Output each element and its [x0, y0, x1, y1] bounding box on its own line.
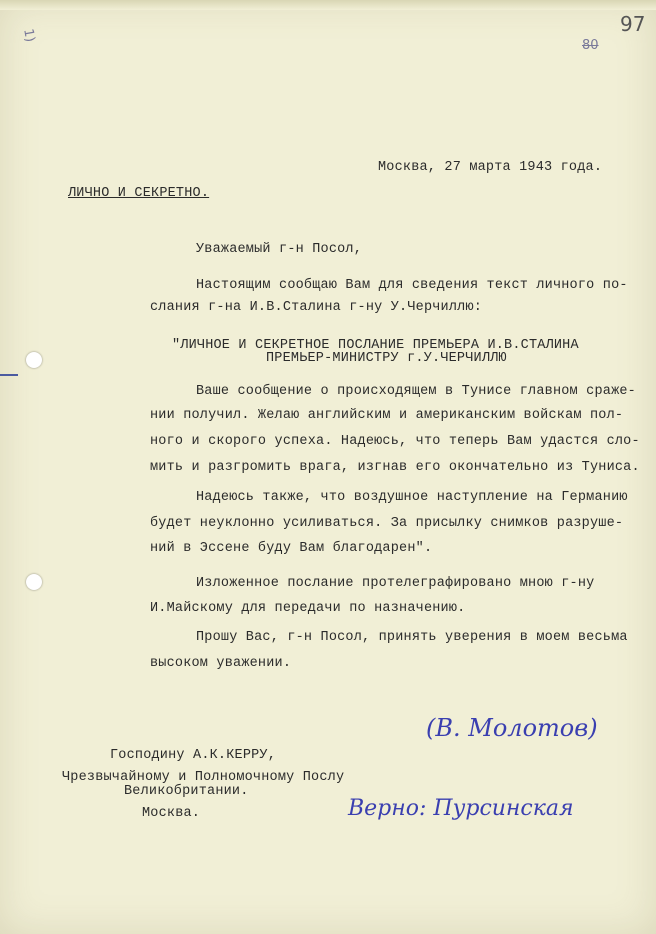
paragraph-line: Прошу Вас, г-н Посол, принять уверения в моем весьма	[196, 630, 628, 645]
salutation: Уважаемый г-н Посол,	[196, 242, 363, 257]
punch-hole	[26, 352, 42, 368]
addressee-line: Москва.	[142, 806, 201, 821]
place-date: Москва, 27 марта 1943 года.	[378, 160, 603, 175]
quote-line: ний в Эссене буду Вам благодарен".	[150, 541, 433, 556]
quote-title: ПРЕМЬЕР-МИНИСТРУ г.У.ЧЕРЧИЛЛЮ	[266, 351, 507, 366]
addressee-line: Великобритании.	[124, 784, 249, 799]
paragraph-line: Настоящим сообщаю Вам для сведения текст личного по-	[196, 278, 628, 293]
paragraph-line: слания г-на И.В.Сталина г-ну У.Черчиллю:	[150, 300, 483, 315]
paragraph-line: высоком уважении.	[150, 656, 292, 671]
classification: ЛИЧНО И СЕКРЕТНО.	[68, 186, 210, 201]
margin-mark	[0, 374, 18, 376]
paper-edge	[0, 0, 656, 10]
quote-line: ного и скорого успеха. Надеюсь, что теперь Вам удастся сло-	[150, 434, 640, 449]
left-margin-mark: 1)	[20, 27, 38, 44]
old-page-number: 80	[582, 38, 599, 53]
addressee-line: Чрезвычайному и Полномочному Послу	[62, 770, 345, 785]
quote-title: "ЛИЧНОЕ И СЕКРЕТНОЕ ПОСЛАНИЕ ПРЕМЬЕРА И.В.СТАЛИНА	[172, 338, 579, 353]
punch-hole	[26, 574, 42, 590]
quote-line: нии получил. Желаю английским и американским войскам пол-	[150, 408, 624, 423]
quote-line: Надеюсь также, что воздушное наступление на Германию	[196, 490, 628, 505]
quote-line: будет неуклонно усиливаться. За присылку снимков разруше-	[150, 516, 624, 531]
molotov-signature: (В. Молотов)	[426, 714, 598, 742]
paragraph-line: И.Майскому для передачи по назначению.	[150, 601, 466, 616]
quote-line: Ваше сообщение о происходящем в Тунисе главном сраже-	[196, 384, 636, 399]
quote-line: мить и разгромить врага, изгнав его окончательно из Туниса.	[150, 460, 640, 475]
verification-signature: Верно: Пурсинская	[348, 796, 574, 821]
addressee-line: Господину А.К.КЕРРУ,	[110, 748, 277, 763]
paragraph-line: Изложенное послание протелеграфировано мною г-ну	[196, 576, 595, 591]
page-number: 97	[620, 12, 646, 36]
